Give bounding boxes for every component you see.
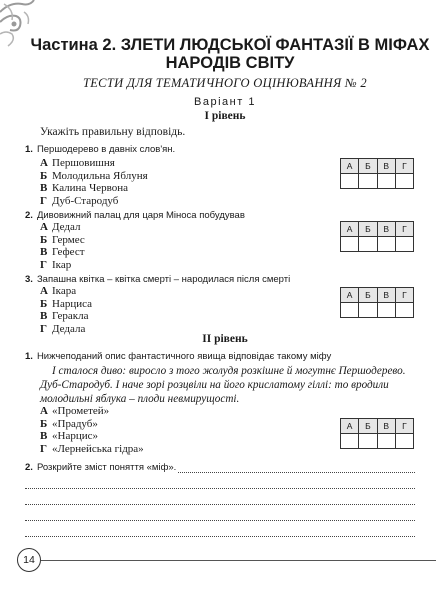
option-d[interactable]: Г Дедала bbox=[40, 322, 86, 335]
answer-cell[interactable] bbox=[341, 303, 359, 318]
answer-cell[interactable] bbox=[359, 237, 377, 252]
option-a[interactable]: А «Прометей» bbox=[40, 405, 110, 417]
option-a[interactable]: А Ікара bbox=[40, 285, 77, 297]
option-c[interactable]: В Геракла bbox=[40, 310, 89, 322]
answer-line[interactable] bbox=[178, 463, 415, 473]
answer-grid-1: А Б В Г bbox=[340, 158, 414, 189]
answer-grid-2: А Б В Г bbox=[340, 221, 414, 252]
answer-cell[interactable] bbox=[395, 237, 413, 252]
test-subtitle: ТЕСТИ ДЛЯ ТЕМАТИЧНОГО ОЦІНЮВАННЯ № 2 bbox=[83, 76, 367, 90]
answer-cell[interactable] bbox=[377, 174, 395, 189]
option-b[interactable]: Б Молодильна Яблуня bbox=[40, 169, 148, 182]
option-b[interactable]: Б Нарциса bbox=[40, 297, 92, 310]
answer-cell[interactable] bbox=[341, 174, 359, 189]
answer-cell[interactable] bbox=[377, 434, 395, 449]
question-1 bbox=[25, 144, 425, 155]
question-4: 1. Нижчеподаний опис фантастичного явища відповідає такому міфу bbox=[25, 351, 332, 362]
question-text: Першодерево в давніх слов'ян. bbox=[36, 144, 176, 155]
answer-cell[interactable] bbox=[341, 237, 359, 252]
answer-cell[interactable] bbox=[359, 434, 377, 449]
options-list-4 bbox=[40, 405, 144, 455]
option-b[interactable]: Б «Прадуб» bbox=[40, 417, 98, 430]
question-5: 2. Розкрийте зміст поняття «міф». bbox=[25, 462, 415, 473]
question-number: 1. bbox=[25, 144, 33, 155]
option-c[interactable]: В Калина Червона bbox=[40, 182, 128, 194]
answer-cell[interactable] bbox=[341, 434, 359, 449]
option-d[interactable]: Г «Лернейська гідра» bbox=[40, 442, 144, 455]
options-list-1 bbox=[40, 157, 148, 207]
instruction: Укажіть правильну відповідь. bbox=[40, 126, 186, 138]
question-3: 3. Запашна квітка – квітка смерті – народилася після смерті bbox=[25, 274, 291, 285]
answer-line[interactable] bbox=[25, 488, 415, 489]
option-d[interactable]: Г Дуб-Стародуб bbox=[40, 194, 119, 207]
answer-cell[interactable] bbox=[395, 303, 413, 318]
answer-grid-4: А Б В Г bbox=[340, 418, 414, 449]
option-a[interactable]: А Першовишня bbox=[40, 157, 115, 169]
variant-label: Варіант 1 bbox=[194, 96, 256, 108]
answer-line[interactable] bbox=[25, 520, 415, 521]
answer-line[interactable] bbox=[25, 536, 415, 537]
footer-divider bbox=[41, 560, 436, 561]
answer-cell[interactable] bbox=[395, 434, 413, 449]
option-d[interactable]: Г Ікар bbox=[40, 258, 72, 271]
level-2-heading: II рівень bbox=[202, 333, 248, 345]
answer-grid-3: А Б В Г bbox=[340, 287, 414, 318]
quote-text: І сталося диво: виросло з того жолудя розкішне й могутнє Першодерево. Дуб-Стародуб. І наче зорі розцвіли на його крислатому гіллі: то вродили молодильні яблука – плоди невмирущості. bbox=[40, 365, 406, 405]
answer-cell[interactable] bbox=[359, 174, 377, 189]
options-list-3 bbox=[40, 285, 92, 335]
answer-cell[interactable] bbox=[359, 303, 377, 318]
option-c[interactable]: В Гефест bbox=[40, 246, 85, 258]
option-c[interactable]: В «Нарцис» bbox=[40, 430, 98, 442]
answer-cell[interactable] bbox=[395, 174, 413, 189]
option-a[interactable]: А Дедал bbox=[40, 221, 81, 233]
level-1-heading: I рівень bbox=[204, 110, 246, 122]
page-title: Частина 2. ЗЛЕТИ ЛЮДСЬКОЇ ФАНТАЗІЇ В МІФАХ НАРОДІВ СВІТУ bbox=[30, 36, 430, 72]
answer-line[interactable] bbox=[25, 504, 415, 505]
page-number: 14 bbox=[17, 548, 41, 572]
answer-cell[interactable] bbox=[377, 303, 395, 318]
options-list-2 bbox=[40, 221, 85, 271]
question-2: 2. Дивовижний палац для царя Міноса побудував bbox=[25, 210, 245, 221]
option-b[interactable]: Б Гермес bbox=[40, 233, 85, 246]
answer-cell[interactable] bbox=[377, 237, 395, 252]
